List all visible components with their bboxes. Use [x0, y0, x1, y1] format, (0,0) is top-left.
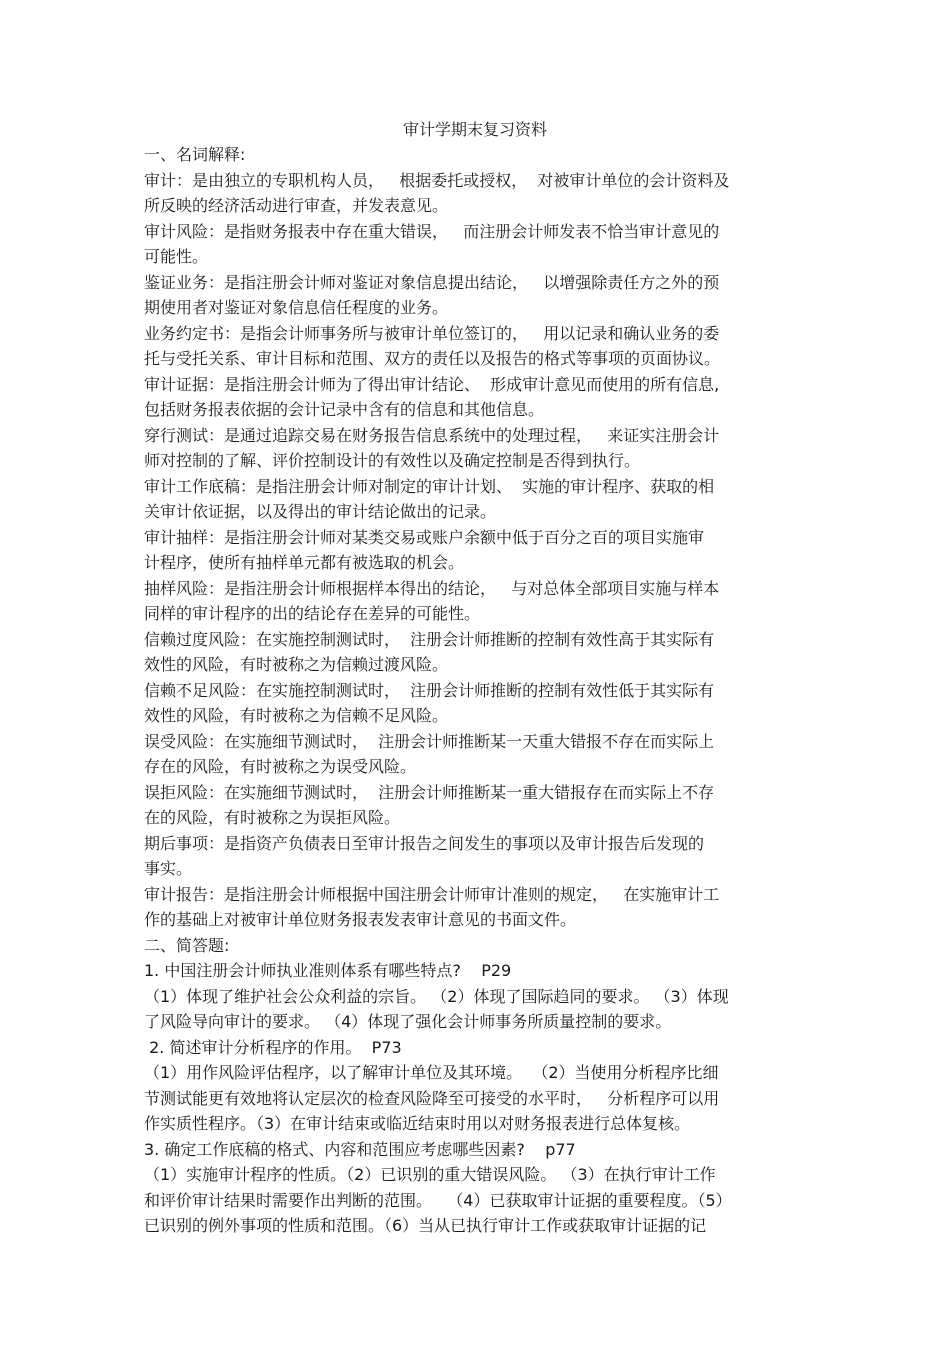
text-line: 业务约定书：是指会计师事务所与被审计单位签订的， 用以记录和确认业务的委 [144, 323, 720, 343]
text-line: 期后事项：是指资产负债表日至审计报告之间发生的事项以及审计报告后发现的 [144, 833, 705, 853]
text-line: 二、简答题: [144, 935, 230, 955]
text-line: 信赖不足风险：在实施控制测试时， 注册会计师推断的控制有效性低于其实际有 [144, 680, 715, 700]
text-line: 了风险导向审计的要求。 （4）体现了强化会计师事务所质量控制的要求。 [144, 1012, 672, 1031]
text-line: 误拒风险：在实施细节测试时， 注册会计师推断某一重大错报存在而实际上不存 [144, 782, 715, 802]
text-line: 存在的风险，有时被称之为误受风险。 [144, 757, 417, 776]
text-line: 效性的风险，有时被称之为信赖过渡风险。 [144, 655, 449, 674]
text-line: 审计报告：是指注册会计师根据中国注册会计师审计准则的规定， 在实施审计工 [144, 884, 720, 904]
document-body [144, 142, 808, 1239]
text-line: 2. 简述审计分析程序的作用。 P73 [144, 1037, 402, 1057]
text-line: （1）实施审计程序的性质。（2）已识别的重大错误风险。 （3）在执行审计工作 [144, 1165, 716, 1184]
text-line: 鉴证业务：是指注册会计师对鉴证对象信息提出结论， 以增强除责任方之外的预 [144, 272, 720, 292]
text-line: 师对控制的了解、评价控制设计的有效性以及确定控制是否得到执行。 [144, 451, 641, 470]
text-line: 可能性。 [144, 247, 209, 266]
text-line: 关审计依证据，以及得出的审计结论做出的记录。 [144, 502, 497, 521]
text-line: 1. 中国注册会计师执业准则体系有哪些特点? P29 [144, 961, 512, 980]
text-line: 已识别的例外事项的性质和范围。（6）当从已执行审计工作或获取审计证据的记 [144, 1216, 707, 1235]
text-line: 同样的审计程序的出的结论存在差异的可能性。 [144, 604, 481, 623]
text-line: 审计工作底稿：是指注册会计师对制定的审计计划、 实施的审计程序、获取的相 [144, 476, 715, 496]
text-line: 在的风险，有时被称之为误拒风险。 [144, 808, 401, 827]
text-line: 抽样风险：是指注册会计师根据样本得出的结论， 与对总体全部项目实施与样本 [144, 578, 720, 598]
text-line: （1）体现了维护社会公众利益的宗旨。 （2）体现了国际趋同的要求。 （3）体现 [144, 986, 729, 1006]
text-line: 审计抽样：是指注册会计师对某类交易或账户余额中低于百分之百的项目实施审 [144, 527, 705, 547]
text-line: 作实质性程序。（3）在审计结束或临近结束时用以对财务报表进行总体复核。 [144, 1114, 691, 1133]
text-line: 计程序，使所有抽样单元都有被选取的机会。 [144, 553, 465, 572]
text-line: （1）用作风险评估程序，以了解审计单位及其环境。 （2）当使用分析程序比细 [144, 1063, 719, 1082]
text-line: 审计风险：是指财务报表中存在重大错误， 而注册会计师发表不恰当审计意见的 [144, 221, 720, 241]
text-line: 托与受托关系、审计目标和范围、双方的责任以及报告的格式等事项的页面协议。 [144, 349, 721, 368]
text-line: 3. 确定工作底稿的格式、内容和范围应考虑哪些因素? p77 [144, 1139, 576, 1159]
text-line: 所反映的经济活动进行审查，并发表意见。 [144, 196, 449, 215]
text-line: 和评价审计结果时需要作出判断的范围。 （4）已获取审计证据的重要程度。（5） [144, 1190, 732, 1210]
text-line: 信赖过度风险：在实施控制测试时， 注册会计师推断的控制有效性高于其实际有 [144, 629, 715, 649]
text-line: 期使用者对鉴证对象信息信任程度的业务。 [144, 298, 449, 317]
text-line: 一、名词解释: [144, 145, 246, 164]
text-line: 节测试能更有效地将认定层次的检查风险降至可接受的水平时， 分析程序可以用 [144, 1088, 720, 1108]
text-line: 穿行测试：是通过追踪交易在财务报告信息系统中的处理过程， 来证实注册会计 [144, 425, 720, 445]
text-line: 审计：是由独立的专职机构人员， 根据委托或授权， 对被审计单位的会计资料及 [144, 170, 730, 190]
document-title: 审计学期末复习资料 [402, 120, 547, 139]
text-line: 审计证据：是指注册会计师为了得出审计结论、 形成审计意见而使用的所有信息, [144, 374, 720, 394]
text-line: 误受风险：在实施细节测试时， 注册会计师推断某一天重大错报不存在而实际上 [144, 731, 715, 751]
text-line: 包括财务报表依据的会计记录中含有的信息和其他信息。 [144, 400, 545, 419]
text-line: 作的基础上对被审计单位财务报表发表审计意见的书面文件。 [144, 910, 577, 929]
text-line: 效性的风险，有时被称之为信赖不足风险。 [144, 706, 449, 725]
text-line: 事实。 [144, 859, 193, 878]
